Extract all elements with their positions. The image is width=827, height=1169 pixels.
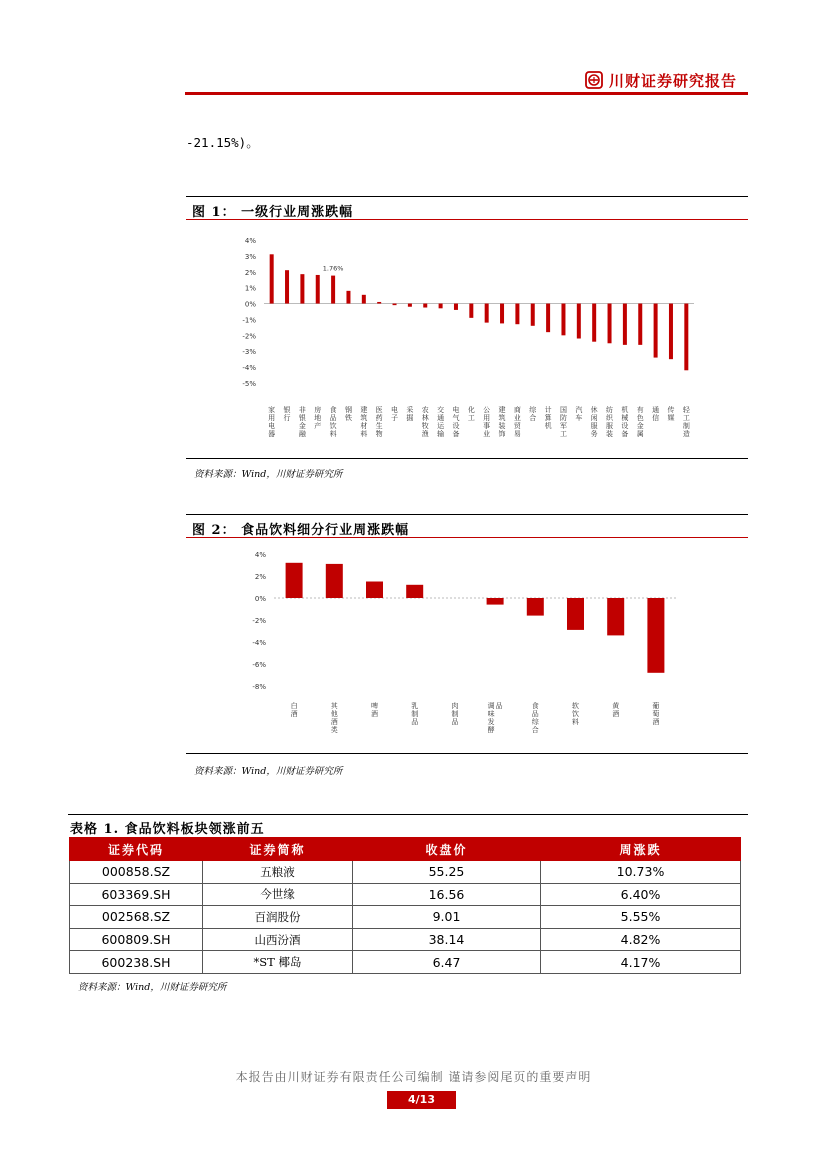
x-tick-label: 汽车 [575,406,583,422]
x-tick-label: 计算机 [544,406,552,430]
bar [592,304,596,342]
x-tick-label: 乳制品 [411,702,419,726]
y-tick-label: 4% [254,551,266,559]
bar [469,304,473,318]
cell-close: 38.14 [353,928,541,951]
x-tick-label: 钢铁 [344,406,352,422]
header-name: 证券简称 [203,838,353,861]
figure-1-title: 图 1： 一级行业周涨跌幅 [192,205,354,220]
x-tick-label: 休闲服务 [590,406,598,438]
figure-2-bottom-rule [186,753,748,754]
page-number: 4/13 [387,1091,456,1109]
bar [608,304,612,344]
bar [423,304,427,308]
x-tick-label: 国防军工 [559,406,567,438]
bar [638,304,642,345]
x-tick-label: 家用电器 [268,406,276,438]
table-header-row [70,838,741,861]
y-tick-label: 0% [254,595,266,603]
x-tick-label: 食品饮料 [329,406,337,438]
x-tick-label: 机械设备 [621,406,629,438]
footer-disclaimer: 本报告由川财证券有限责任公司编制 谨请参阅尾页的重要声明 [235,1070,592,1084]
y-tick-label: -2% [252,617,266,625]
bar [527,598,544,616]
chart-1 [186,228,748,458]
x-tick-label: 软饮料 [572,702,579,726]
x-tick-label: 银行 [283,406,291,422]
x-tick-label: 商业贸易 [513,406,521,438]
y-tick-label: -2% [242,332,256,341]
bar [326,564,343,598]
y-tick-label: -6% [252,661,266,669]
table-row [70,951,741,974]
x-tick-label: 传媒 [667,406,675,422]
bar [366,582,383,599]
cell-close: 16.56 [353,883,541,906]
bar [300,274,304,303]
figure-2-source: 资料来源：Wind，川财证券研究所 [194,766,343,777]
bar [500,304,504,324]
bar [531,304,535,326]
table-source: 资料来源：Wind，川财证券研究所 [78,982,227,993]
bar [270,254,274,303]
y-tick-label: -8% [252,683,266,691]
bar [285,270,289,303]
cell-change: 6.40% [541,883,741,906]
chart-2 [186,544,748,756]
x-tick-label: 有色金属 [636,406,644,438]
bar [331,276,335,304]
company-logo-icon [585,71,603,89]
bar [546,304,550,333]
x-tick-label: 调味发酵品 [487,702,503,734]
y-tick-label: -3% [242,348,256,357]
bar [406,585,423,598]
bar [654,304,658,358]
bar [408,304,412,307]
figure-2-title-bar [186,514,748,538]
y-tick-label: 2% [244,268,256,277]
header-divider [185,92,748,95]
bar [393,304,397,306]
header-brand [585,69,737,91]
table-title: 表格 1. 食品饮料板块领涨前五 [70,822,265,837]
figure-1 [186,196,748,486]
x-tick-label: 轻工制造 [682,406,690,438]
bar [454,304,458,310]
x-tick-label: 农林牧渔 [421,406,429,438]
x-tick-label: 建筑装饰 [498,406,506,438]
x-tick-label: 医药生物 [375,406,383,438]
figure-1-bottom-rule [186,458,748,459]
y-tick-label: -1% [242,316,256,325]
body-text: -21.15%)。 [186,135,259,150]
y-tick-label: 1% [244,284,256,293]
figure-2 [186,514,748,784]
bar [439,304,443,309]
top-gainers-table [69,837,741,974]
bar [684,304,688,371]
bar-annotation: 1.76% [322,264,344,273]
figure-2-title: 图 2： 食品饮料细分行业周涨跌幅 [192,523,410,538]
header-code: 证券代码 [70,838,203,861]
cell-close: 55.25 [353,861,541,884]
x-tick-label: 公用事业 [483,406,491,438]
x-tick-label: 建筑材料 [360,406,368,438]
cell-change: 5.55% [541,906,741,929]
bar [515,304,519,325]
x-tick-label: 通信 [652,406,660,422]
x-tick-label: 食品综合 [531,702,539,734]
x-tick-label: 化工 [467,406,475,422]
x-tick-label: 房地产 [314,406,322,430]
x-tick-label: 采掘 [406,406,414,422]
table-row [70,861,741,884]
x-tick-label: 啤酒 [371,702,378,718]
header-close: 收盘价 [353,838,541,861]
cell-code: 603369.SH [70,883,203,906]
table-row [70,906,741,929]
x-tick-label: 非银金融 [298,406,306,438]
cell-close: 6.47 [353,951,541,974]
figure-1-source: 资料来源：Wind，川财证券研究所 [194,469,343,480]
cell-change: 4.82% [541,928,741,951]
cell-name: 五粮液 [203,861,353,884]
figure-1-title-bar [186,196,748,220]
table-row [70,883,741,906]
x-tick-label: 葡萄酒 [652,702,660,726]
x-tick-label: 电子 [391,406,399,422]
y-tick-label: 4% [244,237,256,245]
header-change: 周涨跌 [541,838,741,861]
bar [561,304,565,336]
y-tick-label: 2% [254,573,266,581]
x-tick-label: 肉制品 [451,702,459,726]
brand-name: 川财证券研究报告 [609,71,738,90]
cell-name: 百润股份 [203,906,353,929]
bar [607,598,624,635]
cell-code: 600238.SH [70,951,203,974]
bar [346,291,350,304]
cell-code: 000858.SZ [70,861,203,884]
bar [286,563,303,598]
bar [567,598,584,630]
cell-close: 9.01 [353,906,541,929]
y-tick-label: 0% [244,300,256,309]
x-tick-label: 综合 [529,406,537,422]
bar [485,304,489,323]
y-tick-label: -5% [242,380,256,388]
x-tick-label: 纺织服装 [606,406,614,438]
bar [487,598,504,605]
table-row [70,928,741,951]
cell-name: 今世缘 [203,883,353,906]
x-tick-label: 交通运输 [437,406,445,438]
x-tick-label: 白酒 [290,702,298,718]
y-tick-label: -4% [252,639,266,647]
bar [647,598,664,673]
cell-code: 600809.SH [70,928,203,951]
x-tick-label: 黄酒 [612,702,620,718]
cell-name: *ST 椰岛 [203,951,353,974]
bar [577,304,581,339]
cell-name: 山西汾酒 [203,928,353,951]
cell-change: 10.73% [541,861,741,884]
x-tick-label: 其他酒类 [330,702,338,734]
bar [377,302,381,304]
bar [669,304,673,360]
y-tick-label: -4% [242,364,256,373]
cell-change: 4.17% [541,951,741,974]
bar [623,304,627,345]
table-top-rule [68,814,748,815]
cell-code: 002568.SZ [70,906,203,929]
y-tick-label: 3% [244,252,256,261]
bar [316,275,320,304]
x-tick-label: 电气设备 [452,406,460,438]
bar [362,295,366,304]
